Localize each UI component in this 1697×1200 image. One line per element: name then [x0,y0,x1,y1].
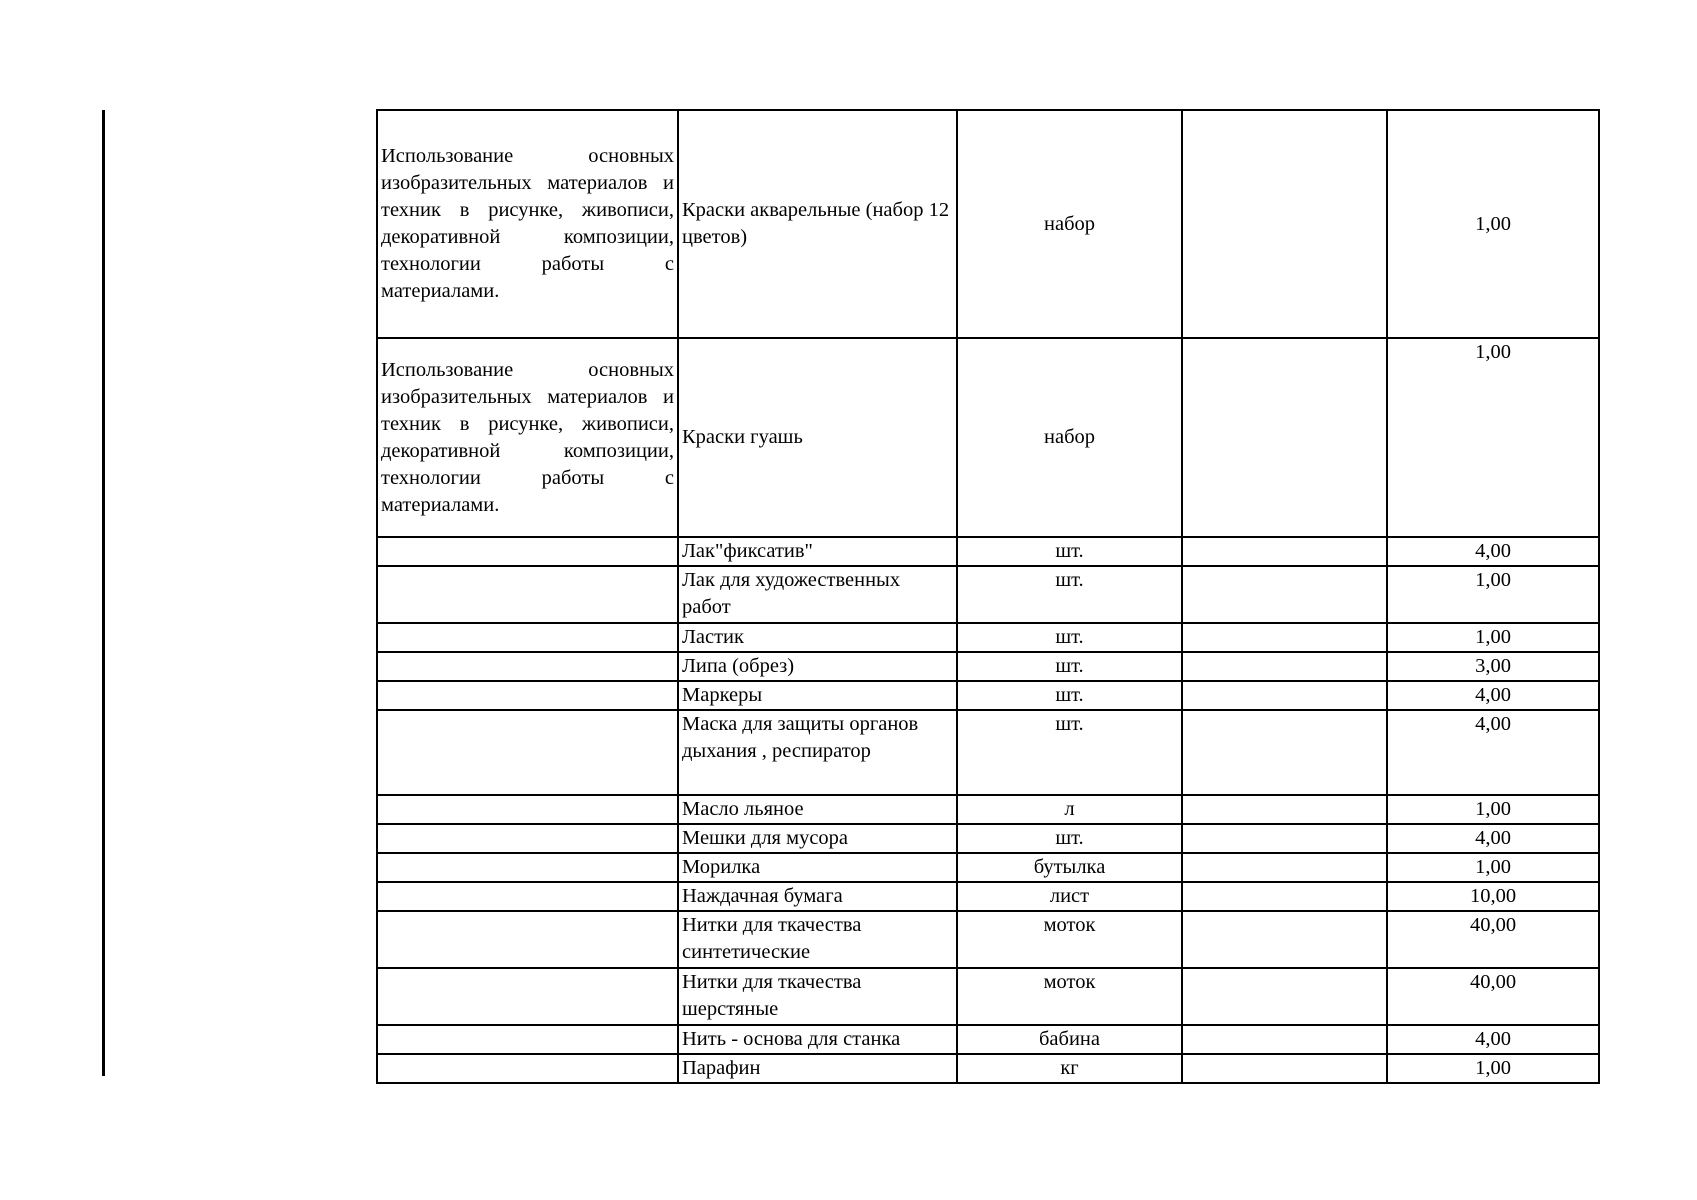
table-row [377,710,1599,795]
unit-cell: шт. [957,652,1182,681]
empty-cell [1182,110,1387,338]
purpose-cell [377,882,678,911]
unit-cell: бутылка [957,853,1182,882]
table-row [377,652,1599,681]
purpose-cell [377,566,678,623]
purpose-cell [377,710,678,795]
quantity-cell: 1,00 [1387,338,1599,537]
empty-cell [1182,968,1387,1025]
unit-cell: кг [957,1054,1182,1083]
unit-cell: бабина [957,1025,1182,1054]
table-row [377,338,1599,537]
quantity-cell: 40,00 [1387,911,1599,968]
purpose-cell [377,968,678,1025]
table-row [377,795,1599,824]
item-name-cell: Маска для защиты органов дыхания , респиратор [678,710,957,795]
item-name-cell: Нить - основа для станка [678,1025,957,1054]
quantity-cell: 1,00 [1387,623,1599,652]
empty-cell [1182,1025,1387,1054]
item-name-cell: Нитки для ткачества шерстяные [678,968,957,1025]
table-row [377,1054,1599,1083]
unit-cell: шт. [957,566,1182,623]
empty-cell [1182,882,1387,911]
empty-cell [1182,681,1387,710]
purpose-cell [377,1025,678,1054]
unit-cell: шт. [957,623,1182,652]
empty-cell [1182,853,1387,882]
purpose-cell [377,623,678,652]
item-name-cell: Наждачная бумага [678,882,957,911]
purpose-cell [377,1054,678,1083]
table-row [377,824,1599,853]
item-name-cell: Ластик [678,623,957,652]
empty-cell [1182,566,1387,623]
purpose-cell [377,795,678,824]
table-row [377,911,1599,968]
item-name-cell: Морилка [678,853,957,882]
empty-cell [1182,537,1387,566]
unit-cell: моток [957,911,1182,968]
purpose-cell [377,824,678,853]
item-name-cell: Липа (обрез) [678,652,957,681]
unit-cell: шт. [957,824,1182,853]
quantity-cell: 1,00 [1387,853,1599,882]
quantity-cell: 4,00 [1387,537,1599,566]
purpose-cell [377,853,678,882]
empty-cell [1182,1054,1387,1083]
left-margin-rule [102,110,105,1076]
purpose-cell: Использование основных изобразительных материалов и техник в рисунке, живописи, декоративной композиции, технологии работы с материалами. [377,338,678,537]
unit-cell: лист [957,882,1182,911]
empty-cell [1182,795,1387,824]
purpose-cell [377,681,678,710]
quantity-cell: 3,00 [1387,652,1599,681]
quantity-cell: 1,00 [1387,566,1599,623]
unit-cell: моток [957,968,1182,1025]
quantity-cell: 4,00 [1387,824,1599,853]
item-name-cell: Парафин [678,1054,957,1083]
quantity-cell: 4,00 [1387,1025,1599,1054]
unit-cell: шт. [957,681,1182,710]
table-row [377,968,1599,1025]
item-name-cell: Масло льяное [678,795,957,824]
purpose-cell [377,911,678,968]
quantity-cell: 1,00 [1387,110,1599,338]
quantity-cell: 4,00 [1387,681,1599,710]
table-row [377,1025,1599,1054]
table-row [377,566,1599,623]
unit-cell: л [957,795,1182,824]
purpose-cell [377,652,678,681]
supplies-table [376,109,1600,1084]
unit-cell: набор [957,338,1182,537]
item-name-cell: Краски гуашь [678,338,957,537]
purpose-cell [377,537,678,566]
quantity-cell: 1,00 [1387,1054,1599,1083]
table-row [377,681,1599,710]
item-name-cell: Краски акварельные (набор 12 цветов) [678,110,957,338]
empty-cell [1182,623,1387,652]
quantity-cell: 10,00 [1387,882,1599,911]
item-name-cell: Мешки для мусора [678,824,957,853]
empty-cell [1182,652,1387,681]
item-name-cell: Нитки для ткачества синтетические [678,911,957,968]
unit-cell: набор [957,110,1182,338]
empty-cell [1182,338,1387,537]
item-name-cell: Лак для художественных работ [678,566,957,623]
unit-cell: шт. [957,537,1182,566]
purpose-cell: Использование основных изобразительных материалов и техник в рисунке, живописи, декоративной композиции, технологии работы с материалами. [377,110,678,338]
unit-cell: шт. [957,710,1182,795]
quantity-cell: 40,00 [1387,968,1599,1025]
table-row [377,853,1599,882]
quantity-cell: 4,00 [1387,710,1599,795]
empty-cell [1182,710,1387,795]
item-name-cell: Лак"фиксатив" [678,537,957,566]
empty-cell [1182,824,1387,853]
table-row [377,882,1599,911]
table-row [377,537,1599,566]
empty-cell [1182,911,1387,968]
table-row [377,110,1599,338]
table-row [377,623,1599,652]
quantity-cell: 1,00 [1387,795,1599,824]
item-name-cell: Маркеры [678,681,957,710]
